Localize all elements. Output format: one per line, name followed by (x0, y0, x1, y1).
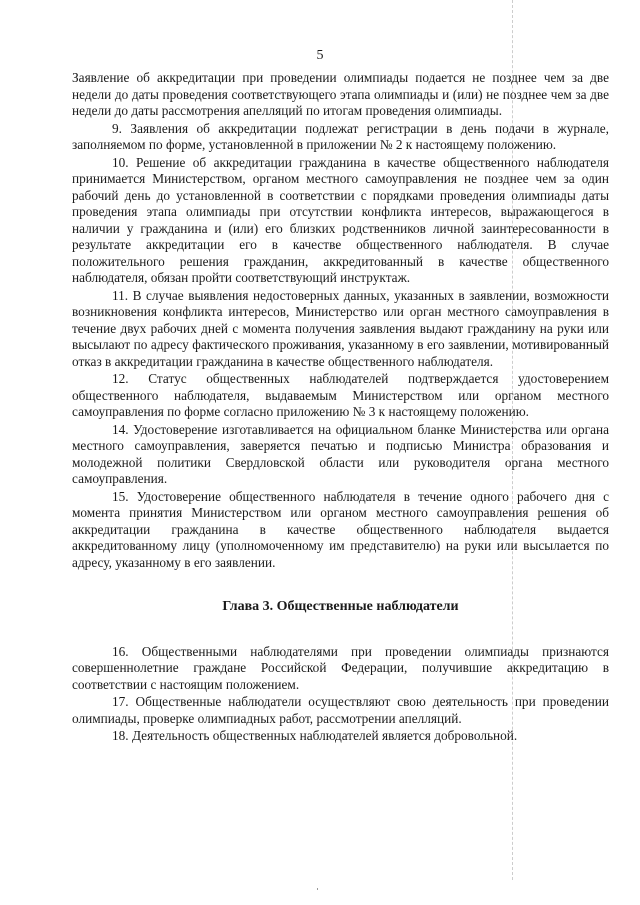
paragraph-application-deadline: Заявление об аккредитации при проведении олимпиады подается не позднее чем за две недели до даты проведения соответствующего этапа олимпиады и (или) не позднее чем за две недели до даты рассмотрения апелляций по итогам проведения олимпиады. (72, 70, 609, 118)
document-body (72, 70, 609, 745)
paragraph-17: 17. Общественные наблюдатели осуществляют свою деятельность при проведении олимпиады, проверке олимпиадных работ, рассмотрении апелляций. (72, 694, 609, 726)
paragraph-11: 11. В случае выявления недостоверных данных, указанных в заявлении, возможности возникновения конфликта интересов, Министерство или орган местного самоуправления в течение двух рабочих дней с момента получения заявления выдают гражданину на руки или высылают по адресу фактического проживания, указанному в его заявлении, мотивированный отказ в аккредитации гражданина в качестве общественного наблюдателя. (72, 287, 609, 369)
paragraph-18: 18. Деятельность общественных наблюдателей является добровольной. (112, 728, 518, 743)
chapter-heading: Глава 3. Общественные наблюдатели (222, 599, 459, 614)
paragraph-12: 12. Статус общественных наблюдателей подтверждается удостоверением общественного наблюдателя, выдаваемым Министерством или органом местного самоуправления по форме согласно приложению № 3 к настоящему положению. (72, 371, 609, 419)
scan-speck (317, 888, 318, 890)
paragraph-10: 10. Решение об аккредитации гражданина в качестве общественного наблюдателя принимается Министерством, органом местного самоуправления не позднее чем за один рабочий день до установленной в соответствии с порядками проведения олимпиады даты проведения этапа олимпиады при отсутствии конфликта интересов, выражающегося в наличии у гражданина и (или) его близких родственников личной заинтересованности в результате аккредитации его в качестве общественного наблюдателя. В случае положительного решения гражданин, аккредитованный в качестве общественного наблюдателя, обязан пройти соответствующий инструктаж. (72, 154, 609, 285)
page-number: 5 (316, 48, 324, 63)
paragraph-16: 16. Общественными наблюдателями при проведении олимпиады признаются совершеннолетние граждане Российской Федерации, получившие аккредитацию в соответствии с настоящим положением. (72, 643, 609, 692)
paragraph-9: 9. Заявления об аккредитации подлежат регистрации в день подачи в журнале, заполняемом по форме, установленной в приложении № 2 к настоящему положению. (72, 120, 609, 152)
paragraph-14: 14. Удостоверение изготавливается на официальном бланке Министерства или органа местного самоуправления, заверяется печатью и подписью Министра образования и молодежной политики Свердловской области или руководителя органа местного самоуправления. (72, 421, 609, 486)
paragraph-15: 15. Удостоверение общественного наблюдателя в течение одного рабочего дня с момента принятия Министерством или органом местного самоуправления решения об аккредитации гражданина в качестве общественного наблюдателя выдается аккредитованному лицу (уполномоченному им представителю) на руки или высылается по адресу, указанному в его заявлении. (72, 488, 609, 570)
